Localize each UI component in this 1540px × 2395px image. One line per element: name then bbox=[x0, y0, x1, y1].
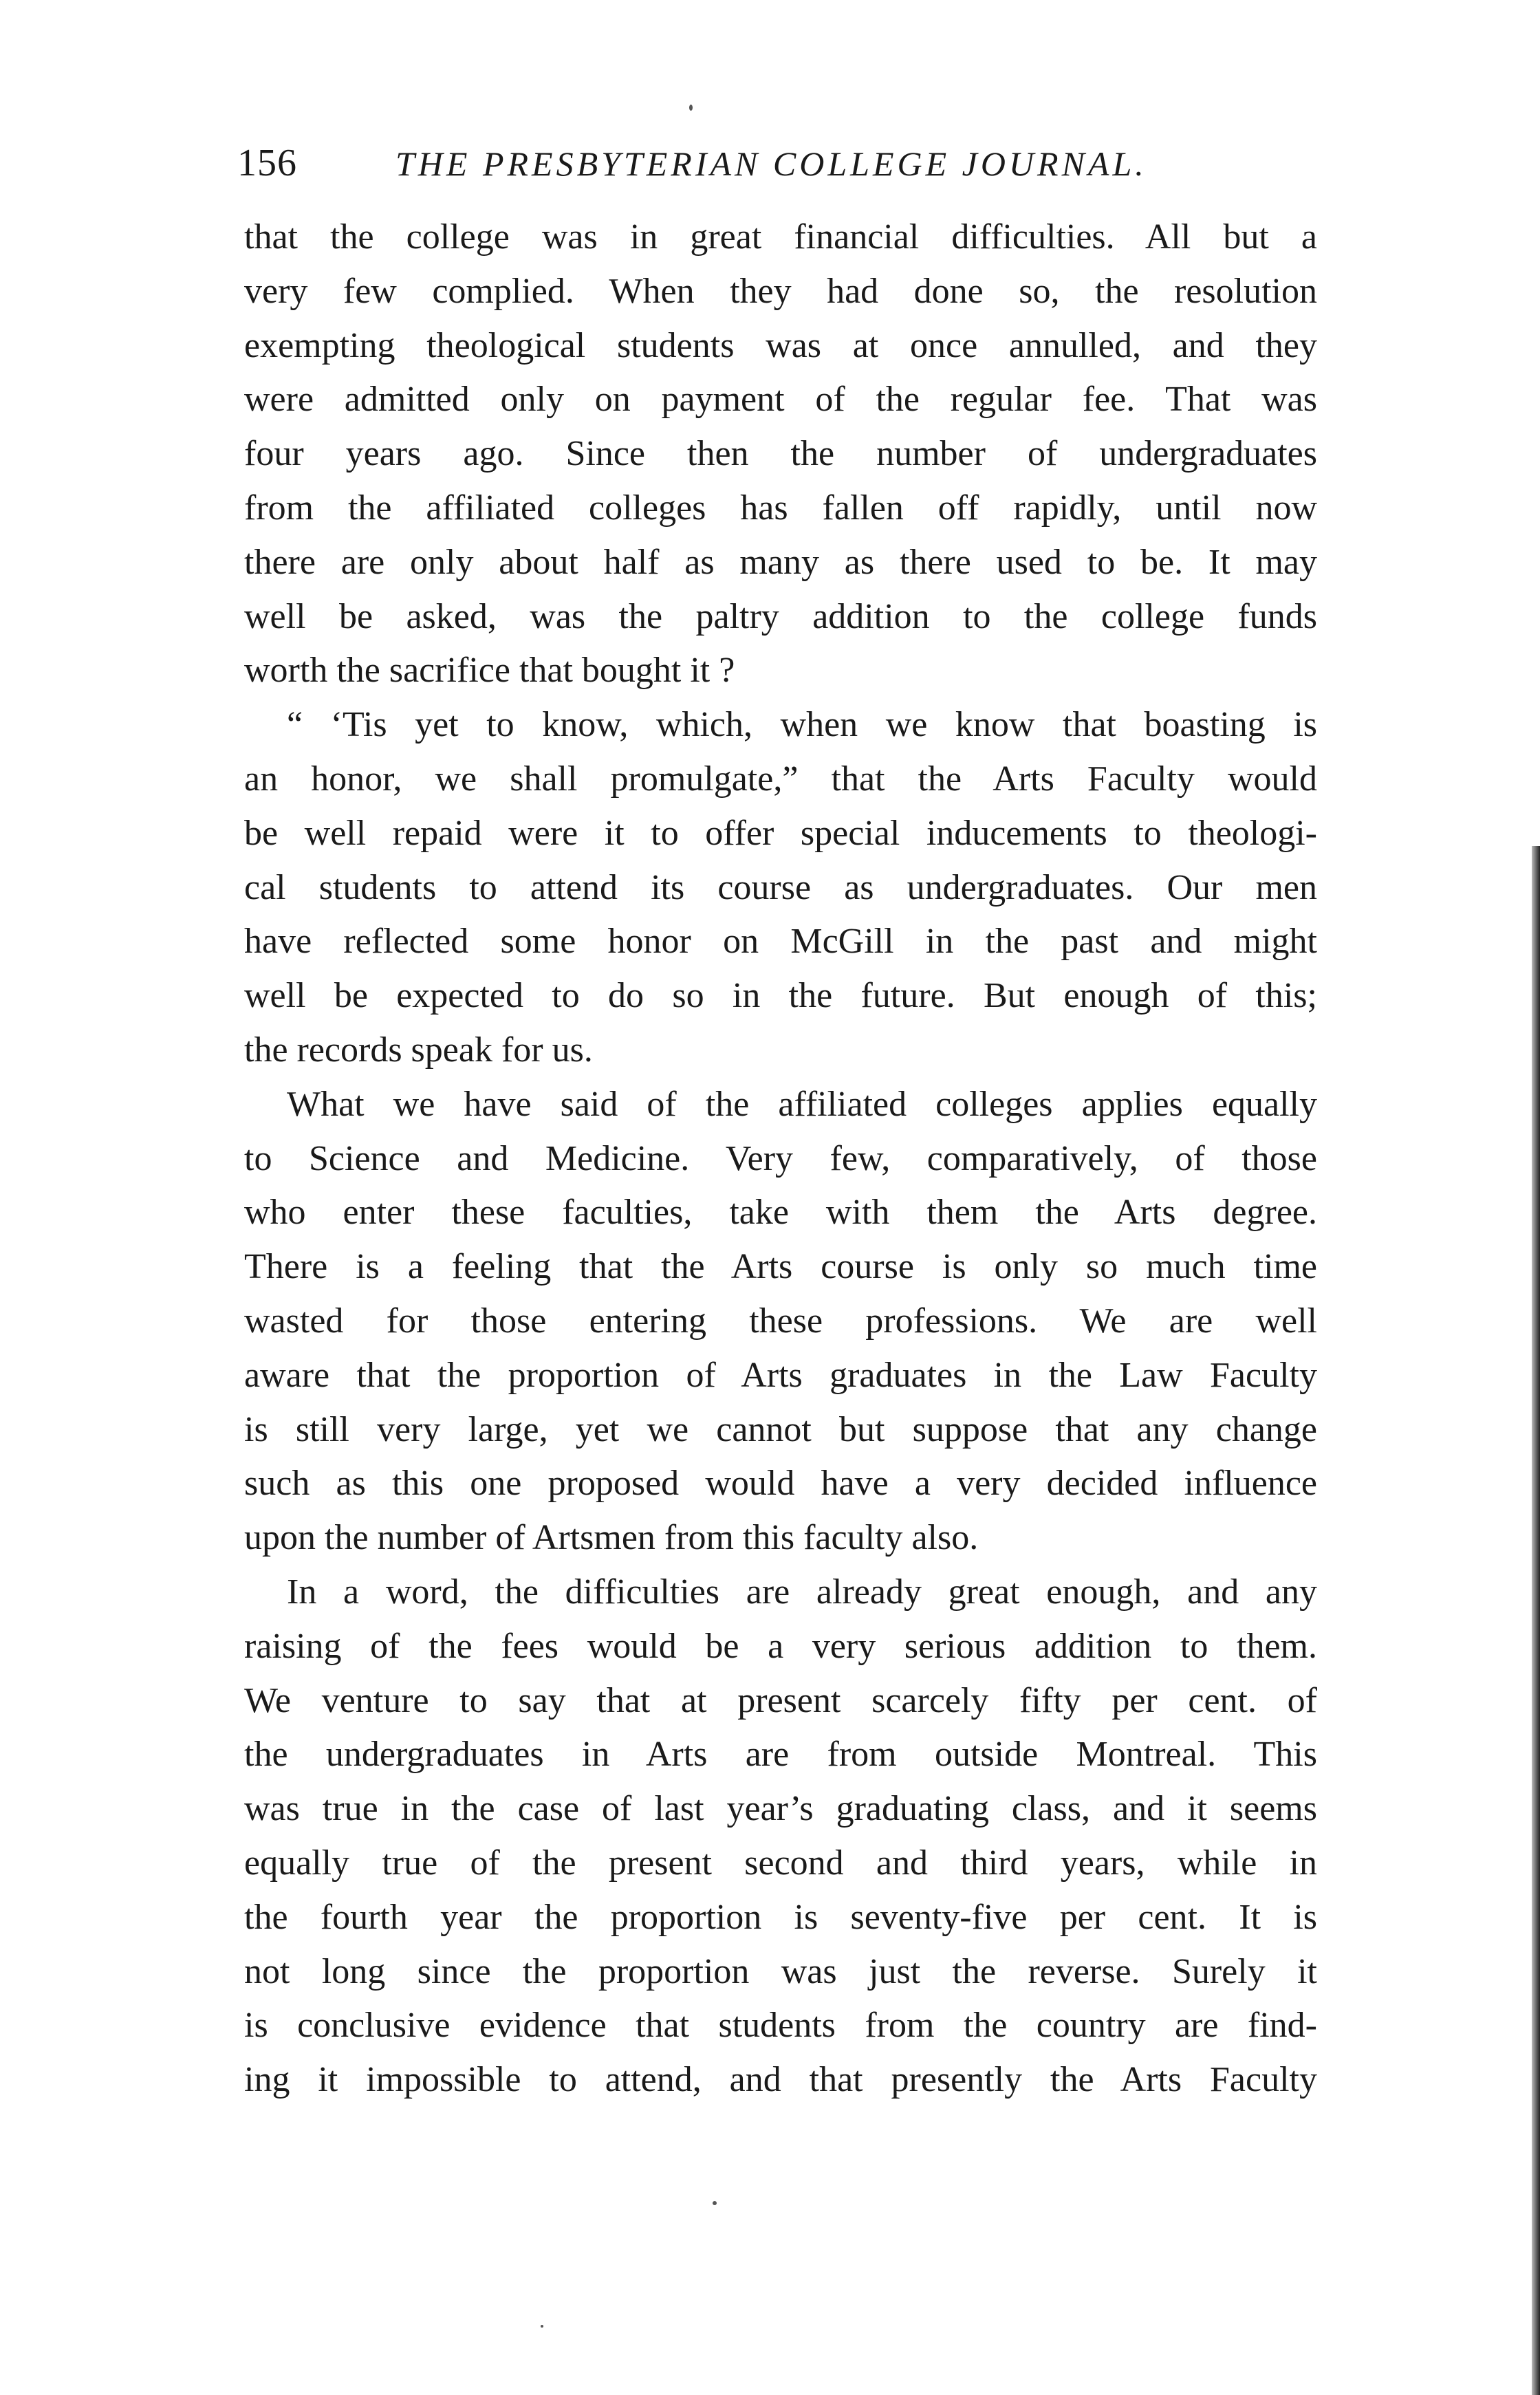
print-speck bbox=[713, 2201, 717, 2205]
text-line: well be expected to do so in the future. But enough of this; bbox=[244, 976, 1317, 1016]
text-line: equally true of the present second and third years, while in bbox=[244, 1843, 1317, 1883]
paragraph bbox=[244, 1078, 1317, 1565]
text-line: What we have said of the affiliated colleges applies equally bbox=[287, 1084, 1317, 1124]
text-line: In a word, the difficulties are already great enough, and any bbox=[287, 1572, 1317, 1612]
text-line: very few complied. When they had done so, the resolution bbox=[244, 271, 1317, 311]
text-line: aware that the proportion of Arts graduates in the Law Faculty bbox=[244, 1355, 1317, 1395]
text-line: There is a feeling that the Arts course is only so much time bbox=[244, 1247, 1317, 1287]
text-line: an honor, we shall promulgate,” that the Arts Faculty would bbox=[244, 759, 1317, 799]
text-line: the undergraduates in Arts are from outside Montreal. This bbox=[244, 1735, 1317, 1775]
text-line: upon the number of Artsmen from this faculty also. bbox=[244, 1518, 979, 1558]
body-text bbox=[244, 210, 1317, 2107]
text-line: exempting theological students was at once annulled, and they bbox=[244, 325, 1317, 365]
print-speck bbox=[689, 105, 693, 111]
text-line: from the affiliated colleges has fallen off rapidly, until now bbox=[244, 488, 1317, 528]
text-line: that the college was in great financial difficulties. All but a bbox=[244, 217, 1317, 257]
text-line: worth the sacrifice that bought it ? bbox=[244, 651, 735, 691]
print-speck bbox=[541, 2325, 543, 2328]
text-line: was true in the case of last year’s graduating class, and it seems bbox=[244, 1789, 1317, 1829]
text-line: cal students to attend its course as undergraduates. Our men bbox=[244, 867, 1317, 907]
running-title: THE PRESBYTERIAN COLLEGE JOURNAL. bbox=[395, 144, 1147, 183]
text-line: to Science and Medicine. Very few, comparatively, of those bbox=[244, 1138, 1317, 1178]
text-line: “ ‘Tis yet to know, which, when we know that boasting is bbox=[287, 705, 1317, 745]
text-line: is still very large, yet we cannot but suppose that any change bbox=[244, 1409, 1317, 1449]
text-line: is conclusive evidence that students from the country are find- bbox=[244, 2006, 1317, 2046]
text-line: raising of the fees would be a very serious addition to them. bbox=[244, 1626, 1317, 1666]
text-line: not long since the proportion was just the reverse. Surely it bbox=[244, 1951, 1317, 1991]
text-line: such as this one proposed would have a very decided influence bbox=[244, 1464, 1317, 1504]
text-line: the records speak for us. bbox=[244, 1030, 593, 1070]
text-line: ing it impossible to attend, and that presently the Arts Faculty bbox=[244, 2060, 1317, 2100]
paragraph bbox=[244, 210, 1317, 698]
text-line: were admitted only on payment of the regular fee. That was bbox=[244, 380, 1317, 420]
text-line: the fourth year the proportion is seventy-five per cent. It is bbox=[244, 1897, 1317, 1937]
text-line: be well repaid were it to offer special inducements to theologi- bbox=[244, 813, 1317, 853]
text-line: wasted for those entering these professions. We are well bbox=[244, 1301, 1317, 1341]
text-line: who enter these faculties, take with them the Arts degree. bbox=[244, 1193, 1317, 1233]
page-number: 156 bbox=[237, 142, 297, 184]
paragraph bbox=[244, 1565, 1317, 2107]
text-line: have reflected some honor on McGill in the past and might bbox=[244, 922, 1317, 962]
text-line: four years ago. Since then the number of undergraduates bbox=[244, 434, 1317, 474]
paragraph bbox=[244, 698, 1317, 1078]
binding-edge bbox=[1532, 846, 1540, 2395]
text-line: well be asked, was the paltry addition to the college funds bbox=[244, 596, 1317, 636]
text-line: We venture to say that at present scarcely fifty per cent. of bbox=[244, 1680, 1317, 1720]
text-line: there are only about half as many as there used to be. It may bbox=[244, 542, 1317, 582]
page-header bbox=[237, 134, 1338, 196]
